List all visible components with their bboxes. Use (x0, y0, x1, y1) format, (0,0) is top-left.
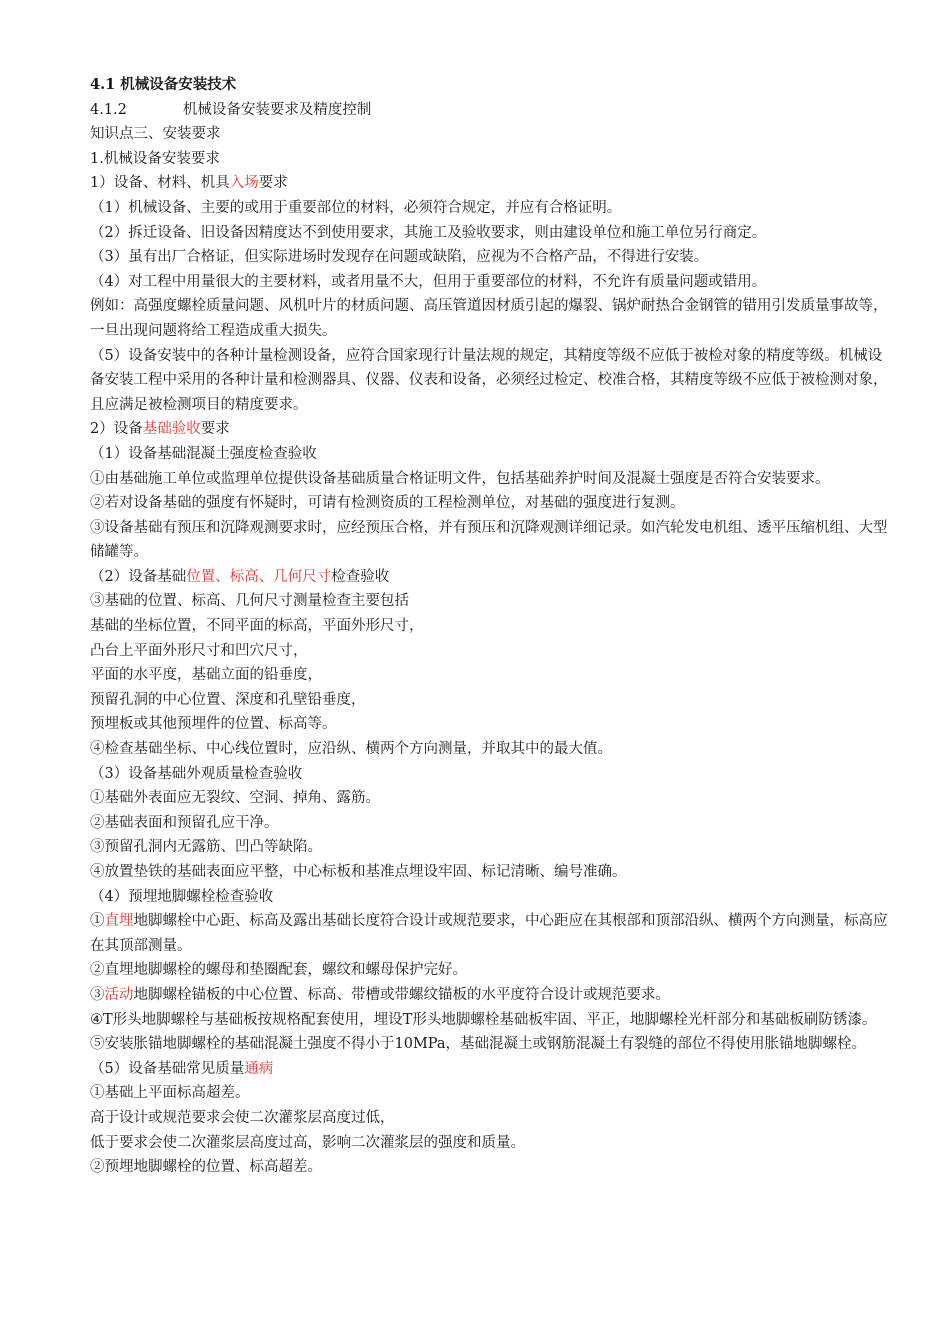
list-item: ③预留孔洞内无露筋、凹凸等缺陷。 (90, 839, 322, 856)
highlight-text: 基础验收 (142, 421, 201, 438)
paragraph: （4）对工程中用量很大的主要材料，或者用量不大，但用于重要部位的材料，不允许有质量问题或错用。 (90, 273, 767, 290)
paragraph: （5）设备安装中的各种计量检测设备，应符合国家现行计量法规的规定，其精度等级不应低于被检对象的精度等级。机械设备安装工程中采用的各种计量和检测器具、仪器、仪表和设备，必须经过检定、校准合格，其精度等级不应低于被检测对象，且应满足被检测项目的精度要求。 (90, 347, 888, 413)
list-item: ②基础表面和预留孔应干净。 (90, 814, 279, 831)
highlight-text: 直埋 (104, 913, 134, 930)
paragraph: （3）虽有出厂合格证，但实际进场时发现存在问题或缺陷，应视为不合格产品，不得进行安装。 (90, 249, 709, 266)
list-item: ②若对设备基础的强度有怀疑时，可请有检测资质的工程检测单位，对基础的强度进行复测。 (90, 495, 685, 512)
list-item: ④放置垫铁的基础表面应平整，中心标板和基准点埋设牢固、标记清晰、编号准确。 (90, 864, 627, 880)
list-item: ①由基础施工单位或监理单位提供设备基础质量合格证明文件，包括基础养护时间及混凝土强度是否符合安装要求。 (90, 470, 830, 487)
list-item: ①基础上平面标高超差。 (90, 1085, 250, 1102)
list-line: 预留孔洞的中心位置、深度和孔壁铅垂度， (90, 691, 366, 708)
highlight-text: 通病 (244, 1060, 274, 1077)
item-heading-text: （5）设备基础常见质量 (90, 1060, 245, 1077)
list-item: ④检查基础坐标、中心线位置时，应沿纵、横两个方向测量，并取其中的最大值。 (90, 741, 612, 758)
list-item: ③基础的位置、标高、几何尺寸测量检查主要包括 (90, 593, 409, 610)
item-heading (90, 1057, 890, 1082)
subheading-text: 2）设备 (90, 421, 143, 438)
list-item-text: 地脚螺栓锚板的中心位置、标高、带槽或带螺纹锚板的水平度符合设计或规范要求。 (133, 986, 670, 1003)
list-item: ⑤安装胀锚地脚螺栓的基础混凝土强度不得小于10MPa，基础混凝土或钢筋混凝土有裂缝的部位不得使用胀锚地脚螺栓。 (90, 1036, 867, 1053)
item-heading: （3）设备基础外观质量检查验收 (90, 765, 303, 782)
list-line: 低于要求会使二次灌浆层高度过高，影响二次灌浆层的强度和质量。 (90, 1134, 525, 1151)
knowledge-point: 知识点三、安装要求 (90, 126, 221, 143)
item-heading-text: 检查验收 (331, 568, 390, 585)
list-item: ④T形头地脚螺栓与基础板按规格配套使用，埋设T形头地脚螺栓基础板牢固、平正，地脚螺栓光杆部分和基础板刷防锈漆。 (90, 1011, 877, 1028)
subsection-number: 4.1.2 (90, 101, 127, 118)
subheading-foundation-acceptance (90, 417, 890, 442)
highlight-text: 活动 (104, 986, 134, 1003)
highlight-text: 位置、标高、几何尺寸 (186, 568, 332, 585)
list-item: ②预埋地脚螺栓的位置、标高超差。 (90, 1159, 322, 1176)
heading-1: 1.机械设备安装要求 (90, 150, 220, 167)
list-item (90, 909, 890, 958)
list-line: 预埋板或其他预埋件的位置、标高等。 (90, 716, 337, 733)
document-page (90, 73, 890, 1180)
paragraph: （1）机械设备、主要的或用于重要部位的材料，必须符合规定，并应有合格证明。 (90, 199, 622, 216)
list-marker: ③ (90, 986, 105, 1003)
list-marker: ① (90, 913, 105, 930)
subheading-text: 要求 (200, 421, 230, 438)
list-item: ②直埋地脚螺栓的螺母和垫圈配套，螺纹和螺母保护完好。 (90, 962, 467, 979)
highlight-text: 入场 (229, 175, 259, 192)
paragraph: （2）拆迁设备、旧设备因精度达不到使用要求，其施工及验收要求，则由建设单位和施工单位另行商定。 (90, 224, 767, 241)
subheading-text: 要求 (258, 175, 288, 192)
list-item-text: 地脚螺栓中心距、标高及露出基础长度符合设计或规范要求，中心距应在其根部和顶部沿纵、横两个方向测量，标高应在其顶部测量。 (90, 913, 888, 954)
list-line: 平面的水平度，基础立面的铅垂度， (90, 667, 322, 684)
item-heading: （4）预埋地脚螺栓检查验收 (90, 888, 274, 905)
section-title: 4.1 机械设备安装技术 (90, 76, 237, 93)
subheading-text: 1）设备、材料、机具 (90, 175, 230, 192)
list-item: ①基础外表面应无裂纹、空洞、掉角、露筋。 (90, 790, 380, 807)
list-line: 基础的坐标位置，不同平面的标高，平面外形尺寸， (90, 618, 424, 635)
list-line: 高于设计或规范要求会使二次灌浆层高度过低， (90, 1109, 395, 1126)
item-heading: （1）设备基础混凝土强度检查验收 (90, 445, 317, 462)
list-item (90, 983, 890, 1008)
paragraph: 例如：高强度螺栓质量问题、风机叶片的材质问题、高压管道因材质引起的爆裂、锅炉耐热合金钢管的错用引发质量事故等，一旦出现问题将给工程造成重大损失。 (90, 298, 888, 339)
list-item: ③设备基础有预压和沉降观测要求时，应经预压合格，并有预压和沉降观测详细记录。如汽轮发电机组、透平压缩机组、大型储罐等。 (90, 519, 888, 561)
subheading-entry-requirements (90, 171, 890, 196)
subsection-heading (90, 98, 890, 123)
item-heading-text: （2）设备基础 (90, 568, 187, 585)
list-line: 凸台上平面外形尺寸和凹穴尺寸， (90, 642, 308, 659)
subsection-title: 机械设备安装要求及精度控制 (182, 101, 372, 118)
item-heading (90, 565, 890, 590)
